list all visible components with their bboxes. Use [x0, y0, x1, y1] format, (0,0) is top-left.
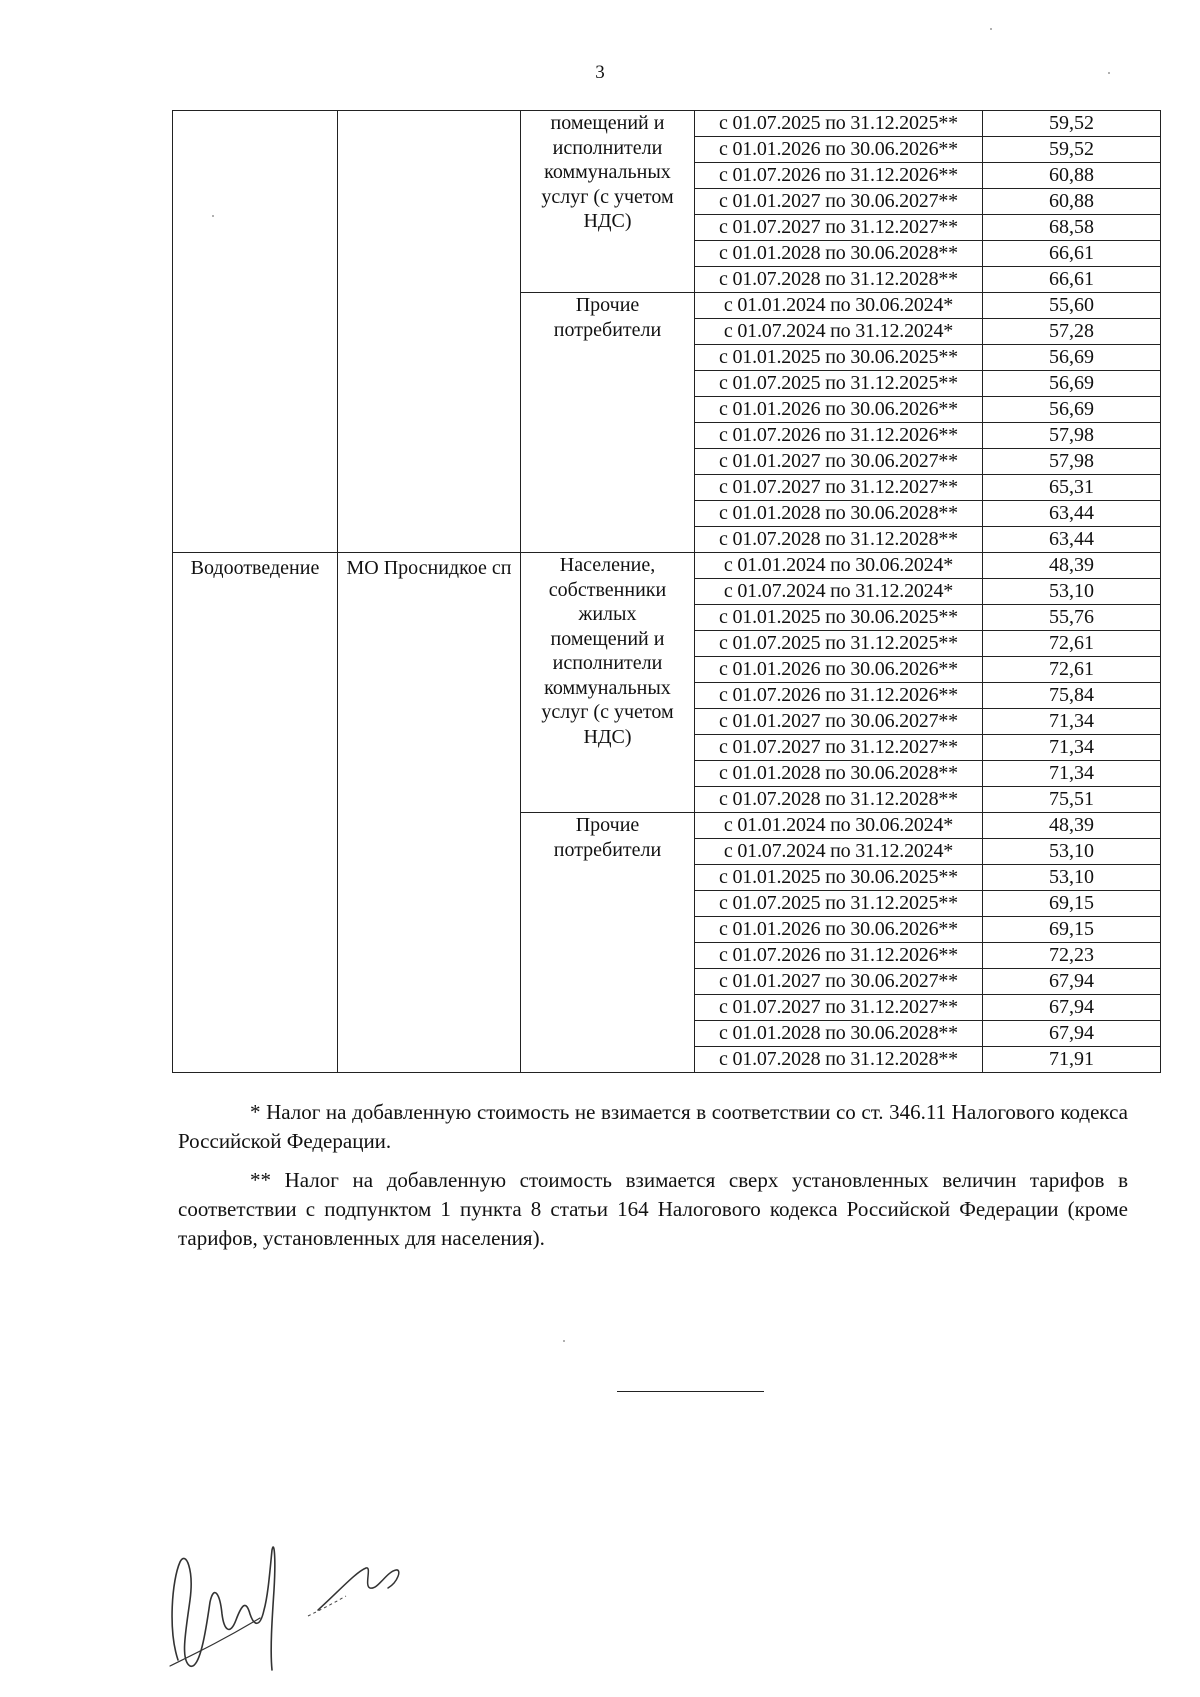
consumer-group-cell	[521, 293, 695, 553]
consumer-group-line: помещений и	[550, 627, 665, 650]
tariff-table	[172, 110, 1161, 1073]
period-cell: с 01.07.2028 по 31.12.2028**	[695, 1047, 983, 1073]
period-cell: с 01.01.2024 по 30.06.2024*	[695, 553, 983, 579]
period-cell: с 01.07.2024 по 31.12.2024*	[695, 319, 983, 345]
period-cell: с 01.07.2024 по 31.12.2024*	[695, 839, 983, 865]
period-cell: с 01.07.2028 по 31.12.2028**	[695, 787, 983, 813]
tariff-value-cell: 66,61	[983, 267, 1161, 293]
consumer-group-line: собственники	[548, 578, 667, 601]
consumer-group-line: НДС)	[583, 725, 632, 748]
scan-speck	[563, 1340, 565, 1342]
period-cell: с 01.07.2028 по 31.12.2028**	[695, 267, 983, 293]
tariff-value-cell: 48,39	[983, 553, 1161, 579]
tariff-value-cell: 63,44	[983, 501, 1161, 527]
table-row	[173, 553, 1161, 579]
consumer-group-line: Прочие	[575, 814, 640, 836]
period-cell: с 01.01.2027 по 30.06.2027**	[695, 449, 983, 475]
period-cell: с 01.01.2026 по 30.06.2026**	[695, 397, 983, 423]
tariff-value-cell: 55,76	[983, 605, 1161, 631]
tariff-value-cell: 59,52	[983, 111, 1161, 137]
consumer-group-line: НДС)	[583, 210, 632, 232]
tariff-value-cell: 53,10	[983, 865, 1161, 891]
table-row	[173, 111, 1161, 137]
tariff-value-cell: 60,88	[983, 163, 1161, 189]
page-number: 3	[595, 62, 605, 83]
consumer-group-line: исполнители	[552, 652, 663, 674]
tariff-value-cell: 56,69	[983, 397, 1161, 423]
end-of-document-line	[617, 1391, 764, 1392]
tariff-value-cell: 75,84	[983, 683, 1161, 709]
municipality-cell	[338, 111, 521, 553]
period-cell: с 01.07.2025 по 31.12.2025**	[695, 891, 983, 917]
tariff-value-cell: 72,23	[983, 943, 1161, 969]
period-cell: с 01.07.2024 по 31.12.2024*	[695, 579, 983, 605]
period-cell: с 01.01.2028 по 30.06.2028**	[695, 501, 983, 527]
tariff-table-body	[173, 111, 1161, 1073]
tariff-value-cell: 57,28	[983, 319, 1161, 345]
scan-speck	[212, 215, 214, 217]
period-cell: с 01.01.2027 по 30.06.2027**	[695, 969, 983, 995]
municipality-cell: МО Проснидкое сп	[338, 553, 521, 1073]
period-cell: с 01.07.2026 по 31.12.2026**	[695, 683, 983, 709]
period-cell: с 01.01.2028 по 30.06.2028**	[695, 1021, 983, 1047]
consumer-group-line: услуг (с учетом	[541, 701, 674, 723]
tariff-value-cell: 69,15	[983, 917, 1161, 943]
consumer-group-line: помещений и	[550, 112, 665, 134]
period-cell: с 01.01.2025 по 30.06.2025**	[695, 605, 983, 631]
tariff-value-cell: 75,51	[983, 787, 1161, 813]
period-cell: с 01.01.2028 по 30.06.2028**	[695, 241, 983, 267]
tariff-value-cell: 56,69	[983, 371, 1161, 397]
tariff-value-cell: 72,61	[983, 631, 1161, 657]
footnote-vat-added: ** Налог на добавленную стоимость взимается сверх установленных величин тарифов в соответствии с подпунктом 1 пункта 8 статьи 164 Налогового кодекса Российской Федерации (кроме тарифов, установленных для населения).	[178, 1168, 1128, 1250]
tariff-value-cell: 66,61	[983, 241, 1161, 267]
tariff-value-cell: 65,31	[983, 475, 1161, 501]
consumer-group-line: Население,	[559, 554, 656, 576]
tariff-value-cell: 57,98	[983, 449, 1161, 475]
service-cell	[173, 111, 338, 553]
tariff-value-cell: 53,10	[983, 579, 1161, 605]
consumer-group-line: потребители	[553, 318, 662, 341]
period-cell: с 01.01.2026 по 30.06.2026**	[695, 137, 983, 163]
period-cell: с 01.01.2025 по 30.06.2025**	[695, 345, 983, 371]
period-cell: с 01.01.2026 по 30.06.2026**	[695, 657, 983, 683]
tariff-value-cell: 53,10	[983, 839, 1161, 865]
consumer-group-line: Прочие	[575, 294, 640, 316]
tariff-value-cell: 67,94	[983, 995, 1161, 1021]
signature-1-flourish	[170, 1618, 260, 1666]
consumer-group-line: исполнители	[552, 136, 663, 159]
period-cell: с 01.07.2027 по 31.12.2027**	[695, 995, 983, 1021]
period-cell: с 01.01.2027 по 30.06.2027**	[695, 709, 983, 735]
period-cell: с 01.01.2026 по 30.06.2026**	[695, 917, 983, 943]
tariff-value-cell: 56,69	[983, 345, 1161, 371]
period-cell: с 01.07.2025 по 31.12.2025**	[695, 631, 983, 657]
footnote-vat-exempt: * Налог на добавленную стоимость не взимается в соответствии со ст. 346.11 Налогового кодекса Российской Федерации.	[178, 1100, 1128, 1153]
period-cell: с 01.07.2025 по 31.12.2025**	[695, 371, 983, 397]
tariff-value-cell: 59,52	[983, 137, 1161, 163]
tariff-value-cell: 71,34	[983, 761, 1161, 787]
consumer-group-line: потребители	[553, 838, 662, 861]
period-cell: с 01.07.2027 по 31.12.2027**	[695, 475, 983, 501]
tariff-value-cell: 69,15	[983, 891, 1161, 917]
tariff-value-cell: 63,44	[983, 527, 1161, 553]
tariff-value-cell: 71,91	[983, 1047, 1161, 1073]
period-cell: с 01.07.2026 по 31.12.2026**	[695, 423, 983, 449]
tariff-value-cell: 71,34	[983, 735, 1161, 761]
consumer-group-cell	[521, 813, 695, 1073]
tariff-value-cell: 71,34	[983, 709, 1161, 735]
consumer-group-line: коммунальных	[544, 676, 671, 699]
tariff-value-cell: 48,39	[983, 813, 1161, 839]
tariff-value-cell: 67,94	[983, 969, 1161, 995]
consumer-group-cell	[521, 111, 695, 293]
period-cell: с 01.01.2028 по 30.06.2028**	[695, 761, 983, 787]
signature-2	[318, 1568, 399, 1610]
scan-speck	[990, 28, 992, 30]
tariff-value-cell: 55,60	[983, 293, 1161, 319]
tariff-value-cell: 57,98	[983, 423, 1161, 449]
period-cell: с 01.01.2027 по 30.06.2027**	[695, 189, 983, 215]
consumer-group-line: жилых	[578, 603, 637, 625]
handwritten-signatures	[150, 1510, 450, 1680]
consumer-group-cell	[521, 553, 695, 813]
period-cell: с 01.01.2024 по 30.06.2024*	[695, 293, 983, 319]
tariff-value-cell: 68,58	[983, 215, 1161, 241]
tariff-value-cell: 67,94	[983, 1021, 1161, 1047]
consumer-group-line: коммунальных	[544, 161, 671, 183]
period-cell: с 01.07.2027 по 31.12.2027**	[695, 215, 983, 241]
service-cell: Водоотведение	[173, 553, 338, 1073]
consumer-group-line: услуг (с учетом	[541, 185, 674, 208]
scan-speck	[1108, 72, 1110, 74]
period-cell: с 01.07.2027 по 31.12.2027**	[695, 735, 983, 761]
period-cell: с 01.07.2025 по 31.12.2025**	[695, 111, 983, 137]
signature-1	[172, 1547, 275, 1670]
period-cell: с 01.01.2024 по 30.06.2024*	[695, 813, 983, 839]
signature-2-tail	[308, 1596, 346, 1616]
period-cell: с 01.07.2026 по 31.12.2026**	[695, 943, 983, 969]
tariff-value-cell: 72,61	[983, 657, 1161, 683]
tariff-value-cell: 60,88	[983, 189, 1161, 215]
period-cell: с 01.07.2028 по 31.12.2028**	[695, 527, 983, 553]
period-cell: с 01.01.2025 по 30.06.2025**	[695, 865, 983, 891]
period-cell: с 01.07.2026 по 31.12.2026**	[695, 163, 983, 189]
